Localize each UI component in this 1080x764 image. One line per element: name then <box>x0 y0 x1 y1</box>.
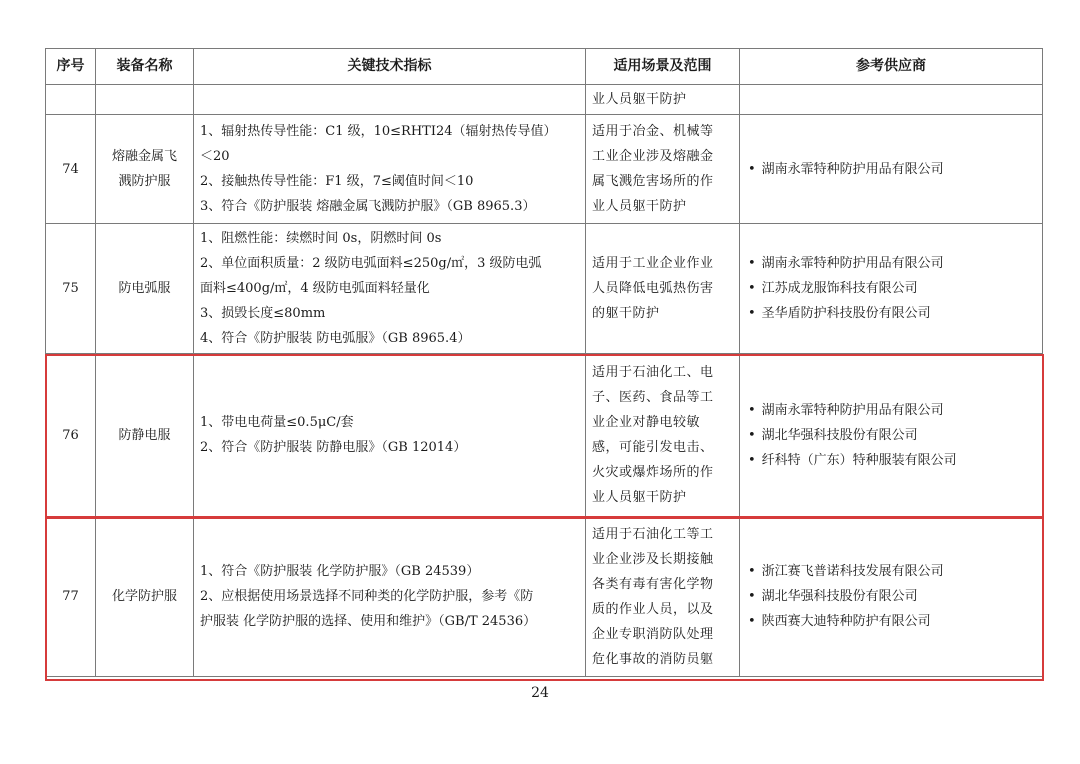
cell-empty <box>194 85 586 115</box>
suppliers <box>740 115 1043 224</box>
table-row <box>46 115 1043 224</box>
supplier-item: • 湖南永霏特种防护用品有限公司 <box>748 398 1034 423</box>
cell-empty <box>96 85 194 115</box>
supplier-item: • 浙江赛飞普诺科技发展有限公司 <box>748 559 1034 584</box>
scope: 适用于石油化工、电 子、医药、食品等工 业企业对静电较敏 感，可能引发电击、 火灾或爆炸场所的作 业人员躯干防护 <box>586 354 740 517</box>
table-row <box>46 354 1043 517</box>
row-number: 74 <box>46 115 96 224</box>
key-specs: 1、阻燃性能：续燃时间 0s，阴燃时间 0s 2、单位面积质量：2 级防电弧面料≤250g/㎡，3 级防电弧 面料≤400g/㎡，4 级防电弧面料轻量化 3、损毁长度≤80mm 4、符合《防护服装 防电弧服》（GB 8965.4） <box>194 224 586 354</box>
cell-empty <box>740 85 1043 115</box>
page-number: 24 <box>531 685 549 701</box>
key-specs: 1、带电电荷量≤0.5μC/套 2、符合《防护服装 防静电服》（GB 12014） <box>194 354 586 517</box>
supplier-item: • 湖北华强科技股份有限公司 <box>748 423 1034 448</box>
table-row <box>46 224 1043 354</box>
supplier-item: • 圣华盾防护科技股份有限公司 <box>748 301 1034 326</box>
suppliers <box>740 224 1043 354</box>
row-number: 76 <box>46 354 96 517</box>
header-scope: 适用场景及范围 <box>586 49 740 85</box>
equipment-name: 防静电服 <box>96 354 194 517</box>
key-specs: 1、辐射热传导性能：C1 级，10≤RHTI24（辐射热传导值） ＜20 2、接触热传导性能：F1 级，7≤阈值时间＜10 3、符合《防护服装 熔融金属飞溅防护服》（GB 8965.3） <box>194 115 586 224</box>
suppliers <box>740 517 1043 677</box>
scope: 适用于冶金、机械等 工业企业涉及熔融金 属飞溅危害场所的作 业人员躯干防护 <box>586 115 740 224</box>
row-number: 75 <box>46 224 96 354</box>
scope: 适用于工业企业作业 人员降低电弧热伤害 的躯干防护 <box>586 224 740 354</box>
supplier-item: • 湖南永霏特种防护用品有限公司 <box>748 251 1034 276</box>
supplier-item: • 湖南永霏特种防护用品有限公司 <box>748 157 1034 182</box>
continuation-scope: 业人员躯干防护 <box>586 85 740 115</box>
header-key-specs: 关键技术指标 <box>194 49 586 85</box>
cell-empty <box>46 85 96 115</box>
equipment-name: 防电弧服 <box>96 224 194 354</box>
row-number: 77 <box>46 517 96 677</box>
table-row-continuation <box>46 85 1043 115</box>
supplier-item: • 湖北华强科技股份有限公司 <box>748 584 1034 609</box>
equipment-name: 熔融金属飞 溅防护服 <box>96 115 194 224</box>
equipment-table <box>45 48 1043 677</box>
table-header-row <box>46 49 1043 85</box>
key-specs: 1、符合《防护服装 化学防护服》（GB 24539） 2、应根据使用场景选择不同种类的化学防护服，参考《防 护服装 化学防护服的选择、使用和维护》（GB/T 24536） <box>194 517 586 677</box>
equipment-name: 化学防护服 <box>96 517 194 677</box>
header-equipment-name: 装备名称 <box>96 49 194 85</box>
table-row <box>46 517 1043 677</box>
supplier-item: • 江苏成龙服饰科技有限公司 <box>748 276 1034 301</box>
scope: 适用于石油化工等工 业企业涉及长期接触 各类有毒有害化学物 质的作业人员，以及 企业专职消防队处理 危化事故的消防员躯 <box>586 517 740 677</box>
header-suppliers: 参考供应商 <box>740 49 1043 85</box>
header-serial: 序号 <box>46 49 96 85</box>
supplier-item: • 纤科特（广东）特种服装有限公司 <box>748 448 1034 473</box>
supplier-item: • 陕西赛大迪特种防护有限公司 <box>748 609 1034 634</box>
suppliers <box>740 354 1043 517</box>
